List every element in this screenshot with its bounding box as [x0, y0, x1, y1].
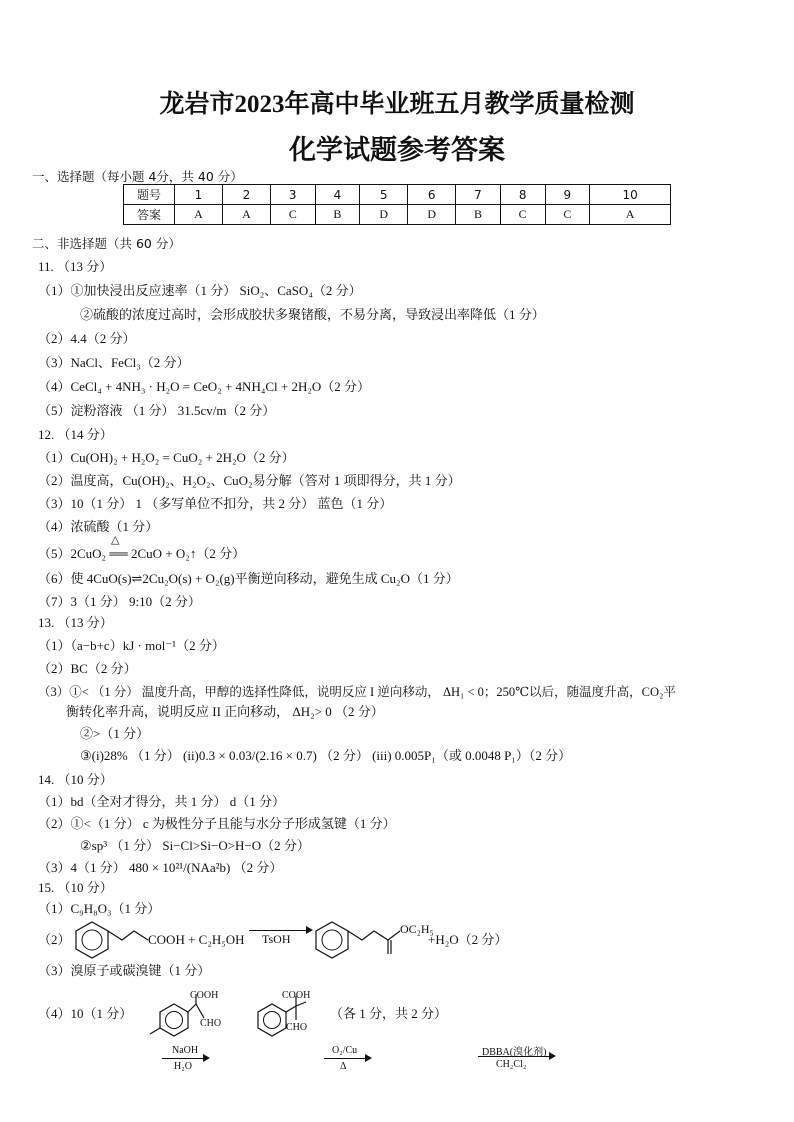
answer-line-prefix: （4）10（1 分） [38, 1006, 133, 1021]
section-choice-heading: 一、选择题（每小题 4分，共 40 分） [32, 169, 243, 184]
table-row [124, 185, 671, 205]
table-cell: 6 [408, 185, 456, 205]
answer-line: （1）C₉H₈O₃（1 分） [38, 901, 161, 916]
answer-line: （3）溴原子或碳溴键（1 分） [38, 963, 211, 978]
arrow-condition-bottom: CH₂Cl₂ [496, 1059, 527, 1070]
question-heading: 13. （13 分） [38, 615, 113, 630]
table-cell: 10 [590, 185, 671, 205]
answer-line: （2）4.4（2 分） [38, 331, 136, 346]
answer-line: （1）bd（全对才得分，共 1 分） d（1 分） [38, 794, 286, 809]
table-cell: B [456, 205, 501, 225]
table-cell: B [315, 205, 360, 225]
table-cell: A [222, 205, 270, 225]
answer-line: （3）4（1 分） 480 × 10²¹/(NAa²b) （2 分） [38, 860, 283, 875]
answer-line: （7）3（1 分） 9:10（2 分） [38, 594, 201, 609]
cho-label: CHO [286, 1022, 308, 1033]
table-cell: D [360, 205, 408, 225]
answer-line: （5）淀粉溶液 （1 分） 31.5cv/m（2 分） [38, 403, 276, 418]
question-heading: 15. （10 分） [38, 880, 113, 895]
benzene-ring-icon [72, 918, 152, 962]
table-cell: C [270, 205, 315, 225]
catalyst-label: TsOH [262, 932, 291, 946]
answer-line-prefix: （2） [38, 932, 71, 947]
table-cell: A [590, 205, 671, 225]
question-heading: 11. （13 分） [38, 259, 113, 274]
table-cell: 8 [500, 185, 545, 205]
page-subtitle: 化学试题参考答案 [289, 135, 505, 165]
table-cell: 7 [456, 185, 501, 205]
row-label: 答案 [124, 205, 175, 225]
product-score: +H₂O（2 分） [428, 932, 508, 947]
answer-line: （3）10（1 分） 1 （多写单位不扣分，共 2 分） 蓝色（1 分） [38, 496, 393, 511]
table-cell: C [545, 205, 590, 225]
answer-table [123, 184, 671, 225]
answer-line: ②>（1 分） [80, 726, 150, 741]
answer-line: （1）①加快浸出反应速率（1 分） SiO₂、CaSO₄（2 分） [38, 283, 362, 298]
table-cell: 1 [175, 185, 223, 205]
section-nonchoice-heading: 二、非选择题（共 60 分） [32, 236, 181, 251]
isomer-score: （各 1 分，共 2 分） [330, 1006, 448, 1021]
answer-line: （5）2CuO₂ ══ 2CuO + O₂↑（2 分） [38, 546, 246, 561]
arrow-condition-bottom: Δ [340, 1061, 347, 1072]
table-row [124, 205, 671, 225]
table-cell: 3 [270, 185, 315, 205]
cho-label: CHO [200, 1018, 222, 1029]
reaction-arrow [324, 1058, 370, 1059]
answer-line: （2）BC（2 分） [38, 661, 137, 676]
heat-symbol: △ [111, 534, 120, 546]
table-cell: 9 [545, 185, 590, 205]
table-cell: C [500, 205, 545, 225]
table-cell: D [408, 205, 456, 225]
arrow-reagent-top: O₂/Cu [332, 1045, 358, 1056]
table-cell: 4 [315, 185, 360, 205]
question-heading: 12. （14 分） [38, 427, 113, 442]
answer-line: （3）①< （1 分） 温度升高，甲醇的选择性降低，说明反应 I 逆向移动， ΔH₁ < 0；250℃以后，随温度升高，CO₂平 [38, 685, 676, 699]
answer-line: （2）温度高，Cu(OH)₂、H₂O₂、CuO₂易分解（答对 1 项即得分，共 1 分） [38, 473, 461, 488]
table-cell: 5 [360, 185, 408, 205]
answer-line: （1）（a−b+c）kJ · mol⁻¹（2 分） [38, 638, 225, 653]
answer-line: （4）浓硫酸（1 分） [38, 519, 159, 534]
table-cell: A [175, 205, 223, 225]
cooh-label: COOH [190, 990, 219, 1001]
answer-line: （4）CeCl₄ + 4NH₃ · H₂O = CeO₂ + 4NH₄Cl + 2H₂O（2 分） [38, 379, 371, 394]
answer-line: （6）使 4CuO(s)⇌2Cu₂O(s) + O₂(g)平衡逆向移动，避免生成 Cu₂O（1 分） [38, 571, 459, 586]
answer-line: ②sp³ （1 分） Si−Cl>Si−O>H−O（2 分） [80, 838, 310, 853]
answer-line: （3）NaCl、FeCl₃（2 分） [38, 355, 190, 370]
arrow-reagent-top: NaOH [172, 1045, 199, 1056]
answer-line: （2）①<（1 分） c 为极性分子且能与水分子形成氢键（1 分） [38, 816, 396, 831]
reaction-arrow [478, 1056, 554, 1057]
answer-line: ②硫酸的浓度过高时，会形成胶状多聚锗酸，不易分离，导致浸出率降低（1 分） [80, 307, 545, 322]
cooh-label: COOH [282, 990, 311, 1001]
answer-line: ③(i)28% （1 分） (ii)0.3 × 0.03/(2.16 × 0.7) （2 分） (iii) 0.005P₁（或 0.0048 P₁）（2 分） [80, 748, 572, 763]
reaction-arrow [249, 930, 311, 931]
arrow-condition-bottom: H₂O [174, 1061, 192, 1072]
ester-group-label: OC₂H₅ [400, 922, 434, 936]
answer-line: 衡转化率升高，说明反应 II 正向移动， ΔH₂> 0 （2 分） [66, 704, 384, 719]
row-label: 题号 [124, 185, 175, 205]
reactant-text: COOH + C₂H₅OH [148, 932, 245, 947]
question-heading: 14. （10 分） [38, 772, 113, 787]
answer-line: （1）Cu(OH)₂ + H₂O₂ = CuO₂ + 2H₂O（2 分） [38, 450, 295, 465]
page-title: 龙岩市2023年高中毕业班五月教学质量检测 [159, 91, 635, 118]
reaction-arrow [162, 1058, 208, 1059]
table-cell: 2 [222, 185, 270, 205]
arrow-reagent-top: DBBA(溴化剂) [482, 1047, 547, 1058]
